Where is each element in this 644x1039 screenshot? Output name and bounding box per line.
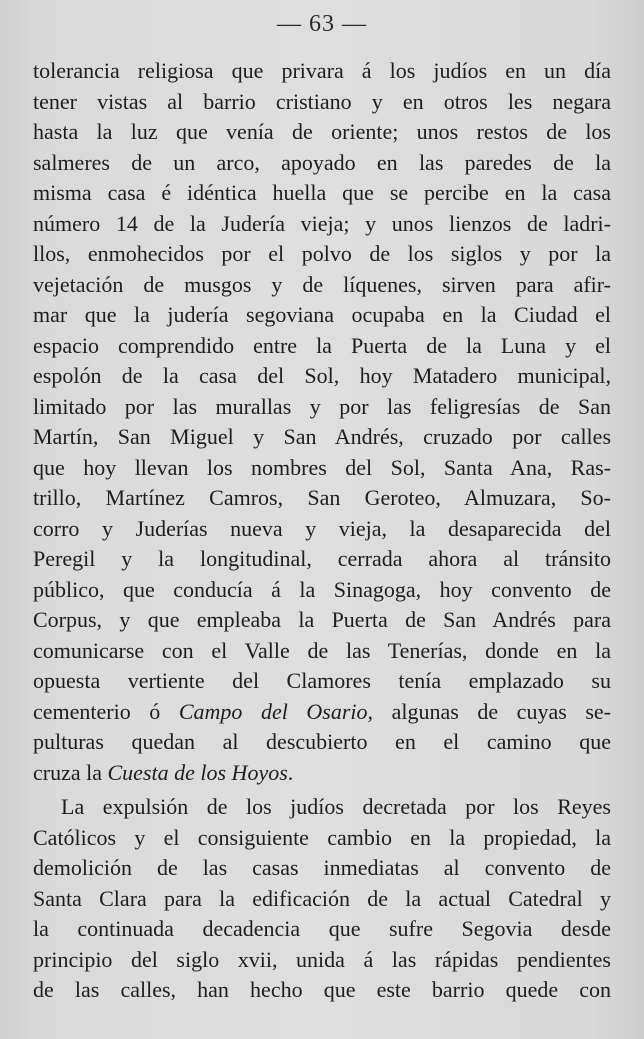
text-line: espacio comprendido entre la Puerta de la Luna y el: [33, 332, 611, 358]
text-segment: cruza la: [33, 759, 108, 785]
text-line: llos, enmohecidos por el polvo de los siglos y por la: [33, 241, 611, 266]
body-text: [33, 56, 611, 1006]
paragraph-2: [33, 792, 611, 1006]
text-line: tener vistas al barrio cristiano y en otros les negara: [33, 88, 611, 114]
text-line: vejetación de musgos y de líquenes, sirven para afir-: [33, 271, 611, 297]
text-line: la continuada decadencia que sufre Segovia desde: [33, 916, 611, 941]
text-line: Martín, San Miguel y San Andrés, cruzado por calles: [33, 424, 611, 449]
text-line: que hoy llevan los nombres del Sol, Santa Ana, Ras-: [33, 454, 611, 480]
text-line: [33, 758, 611, 789]
text-line: Santa Clara para la edificación de la actual Catedral y: [33, 885, 611, 911]
text-line: Católicos y el consiguiente cambio en la propiedad, la: [33, 824, 611, 850]
paragraph-1: [33, 56, 611, 788]
text-line: La expulsión de los judíos decretada por los Reyes: [61, 794, 611, 819]
text-line: corro y Juderías nueva y vieja, la desaparecida del: [33, 515, 611, 541]
text-line: comunicarse con el Valle de las Tenerías, donde en la: [33, 637, 611, 663]
text-segment: cementerio ó: [33, 698, 179, 724]
text-line: mar que la judería segoviana ocupaba en la Ciudad el: [33, 302, 611, 327]
text-line: demolición de las casas inmediatas al convento de: [33, 855, 611, 880]
page-number: — 63 —: [277, 11, 367, 37]
text-line: trillo, Martínez Camros, San Geroteo, Almuzara, So-: [33, 485, 611, 510]
text-segment: .: [287, 759, 294, 785]
italic-place-name: Cuesta de los Hoyos: [107, 759, 288, 785]
text-line: Corpus, y que empleaba la Puerta de San Andrés para: [33, 607, 611, 632]
text-line: público, que conducía á la Sinagoga, hoy convento de: [33, 576, 611, 602]
text-line: espolón de la casa del Sol, hoy Matadero municipal,: [33, 363, 611, 388]
text-line: número 14 de la Judería vieja; y unos lienzos de ladri-: [33, 210, 611, 236]
text-line: pulturas quedan al descubierto en el camino que: [33, 729, 611, 754]
text-line: [33, 697, 611, 728]
text-line: Peregil y la longitudinal, cerrada ahora al tránsito: [33, 546, 611, 571]
text-line: opuesta vertiente del Clamores tenía emplazado su: [33, 668, 611, 693]
text-line: tolerancia religiosa que privara á los judíos en un día: [33, 58, 611, 83]
text-line: de las calles, han hecho que este barrio quede con: [33, 977, 611, 1002]
text-line: hasta la luz que venía de oriente; unos restos de los: [33, 119, 611, 144]
text-line: principio del siglo xvii, unida á las rápidas pendientes: [33, 946, 611, 972]
italic-place-name: Campo del Osario: [178, 698, 368, 724]
text-line: salmeres de un arco, apoyado en las paredes de la: [33, 149, 611, 175]
text-segment: , algunas de cuyas se-: [367, 698, 611, 724]
text-line: misma casa é idéntica huella que se percibe en la casa: [33, 180, 611, 205]
text-line: limitado por las murallas y por las feligresías de San: [33, 393, 611, 419]
